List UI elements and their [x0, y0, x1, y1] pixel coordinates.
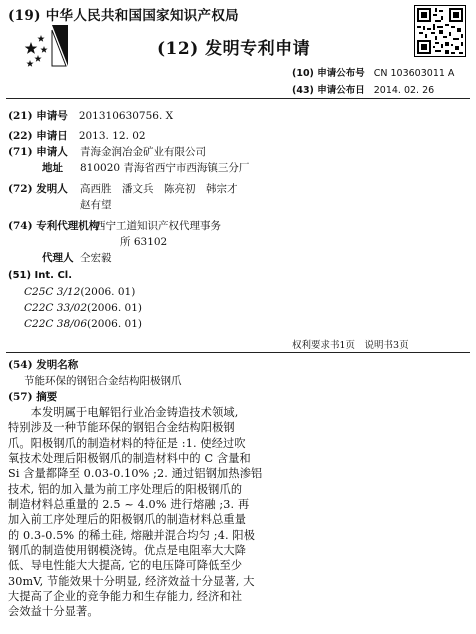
ipc-code: C22C 38/06 [24, 318, 88, 330]
abstract-line: 爪。阳极钢爪的制造材料的特征是 :1. 使经过吹 [8, 437, 246, 450]
publication-date-row [292, 82, 434, 96]
ipc-year: (2006. 01) [87, 318, 142, 330]
abstract-line: 制造材料总重量的 2.5 ~ 4.0% 进行熔融 ;3. 再 [8, 498, 250, 511]
qr-code [414, 5, 466, 57]
inventors: 高西胜 潘文兵 陈亮初 韩宗才 [80, 183, 238, 195]
abstract-line: 氧技术处理后阳极钢爪的制造材料中的 C 含量和 [8, 452, 251, 465]
abstract-line: 30mV, 节能效果十分明显, 经济效益十分显著, 大 [8, 575, 255, 588]
section-divider [6, 352, 470, 353]
abstract-line: 钢爪的制造使用钢模浇铸。优点是电阻率大大降 [8, 544, 247, 557]
agency: 西宁工道知识产权代理事务 [95, 220, 221, 232]
agent-label: 代理人 [42, 252, 74, 264]
ipc-row [24, 286, 135, 298]
header-divider [6, 98, 470, 99]
ipc-code: C22C 33/02 [24, 302, 88, 314]
abstract-line: 的 0.3-0.5% 的稀土硅, 熔融并混合均匀 ;4. 阳极 [8, 529, 256, 542]
agency-label: (74) 专利代理机构 [8, 220, 100, 232]
int-cl-label: (51) Int. Cl. [8, 270, 73, 281]
abstract-line: 本发明属于电解铝行业冶金铸造技术领域, [8, 406, 239, 419]
application-number: 201310630756. X [78, 110, 174, 122]
publication-date: 2014. 02. 26 [373, 85, 435, 96]
ipc-row [24, 302, 142, 314]
ipc-row [24, 318, 142, 330]
office-line: (19) 中华人民共和国国家知识产权局 [8, 8, 239, 24]
agency-continued: 所 63102 [120, 236, 168, 248]
application-number-label: (21) 申请号 [8, 110, 68, 122]
abstract-line: 特别涉及一种节能环保的钢铝合金结构阳极钢 [8, 421, 235, 434]
application-number-row [8, 104, 173, 123]
address: 810020 青海省西宁市西海镇三分厂 [80, 162, 250, 174]
pages-note: 权利要求书1页 说明书3页 [292, 340, 409, 351]
publication-date-label: (43) 申请公布日 [292, 85, 365, 96]
document-type: (12) 发明专利申请 [157, 39, 311, 59]
abstract-line: 技术, 铝的加入量为前工序处理后的阳极钢爪的 [8, 483, 243, 496]
abstract-line: 低、导电性能大大提高, 它的电压降可降低至少 [8, 559, 243, 572]
filing-date-label: (22) 申请日 [8, 130, 68, 142]
invention-title: 节能环保的钢铝合金结构阳极钢爪 [24, 375, 182, 387]
publication-number-label: (10) 申请公布号 [292, 68, 365, 79]
abstract-line: 大提高了企业的竞争能力和生存能力, 经济和社 [8, 590, 243, 603]
office-logo [22, 22, 80, 72]
filing-date-row [8, 124, 146, 143]
applicant: 青海金润冶金矿业有限公司 [80, 146, 206, 158]
abstract-label: (57) 摘要 [8, 391, 58, 403]
agent: 仝宏毅 [80, 252, 112, 264]
abstract-line: 会效益十分显著。 [8, 605, 99, 618]
filing-date: 2013. 12. 02 [78, 130, 146, 142]
inventors-label: (72) 发明人 [8, 183, 68, 195]
publication-number: CN 103603011 A [373, 68, 455, 79]
ipc-year: (2006. 01) [87, 302, 142, 314]
applicant-label: (71) 申请人 [8, 146, 68, 158]
abstract-line: 加入前工序处理后的阳极钢爪的制造材料总重量 [8, 513, 247, 526]
address-label: 地址 [42, 162, 63, 174]
ipc-code: C25C 3/12 [24, 286, 81, 298]
ipc-year: (2006. 01) [80, 286, 136, 298]
invention-title-label: (54) 发明名称 [8, 359, 79, 371]
publication-number-row [292, 65, 454, 79]
abstract-line: Si 含量都降至 0.03-0.10% ;2. 通过铝钢加热渗铝 [8, 467, 263, 480]
inventors-continued: 赵有望 [80, 199, 112, 211]
